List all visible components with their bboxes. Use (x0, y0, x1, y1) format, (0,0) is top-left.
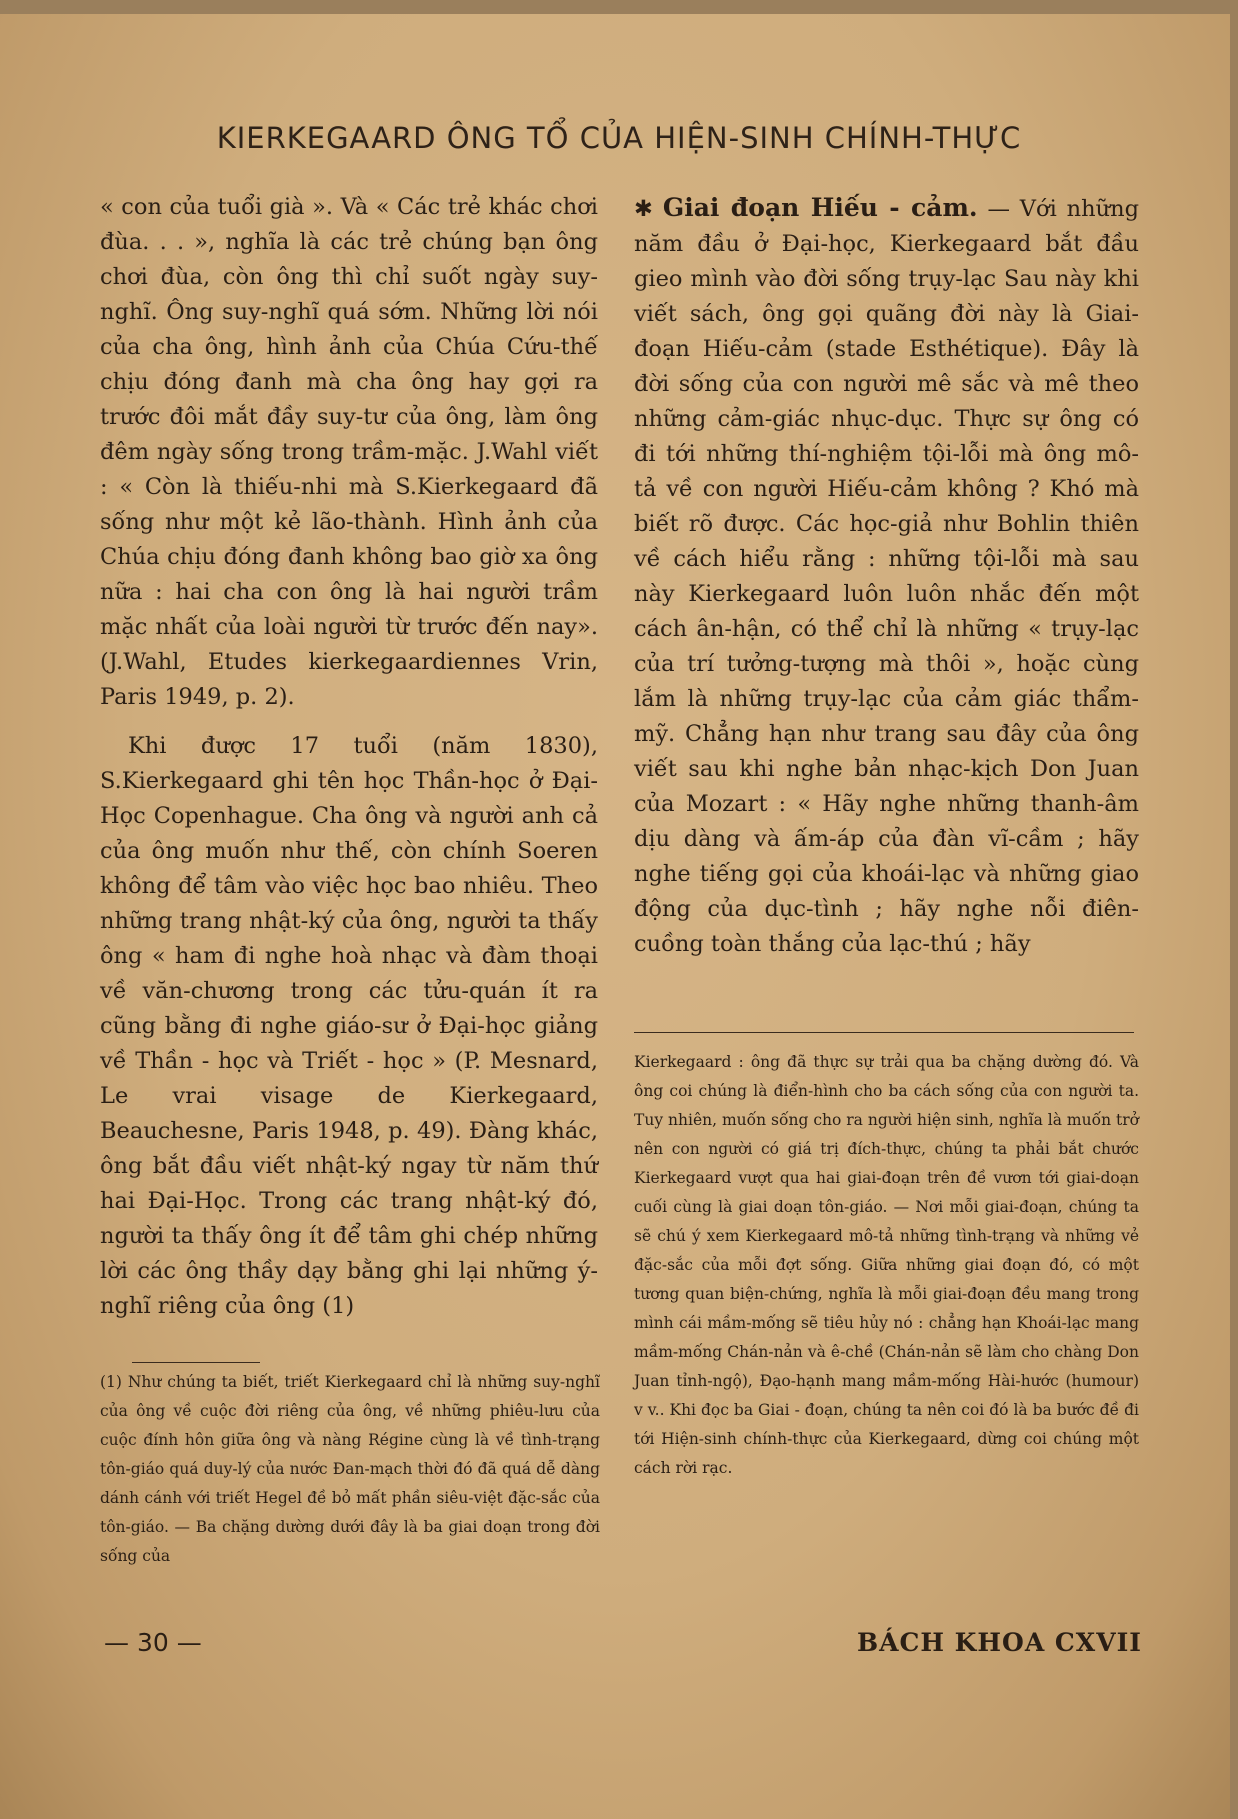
right-paragraph-1-text: — Với những năm đầu ở Đại-học, Kierkegaard bắt đầu gieo mình vào đời sống trụy-lạc Sau này khi viết sách, ông gọi quãng đời này là Giai-đoạn Hiếu-cảm (stade Esthétique). Đây là đời sống của con người mê sắc và mê theo những cảm-giác nhục-dục. Thực sự ông có đi tới những thí-nghiệm tội-lỗi mà ông mô-tả về con người Hiếu-cảm không ? Khó mà biết rõ được. Các học-giả như Bohlin thiên về cách hiểu rằng : những tội-lỗi mà sau này Kierkegaard luôn luôn nhắc đến một cách ân-hận, có thể chỉ là những « trụy-lạc của trí tưởng-tượng mà thôi », hoặc cùng lắm là những trụy-lạc của cảm giác thẩm-mỹ. Chẳng hạn như trang sau đây của ông viết sau khi nghe bản nhạc-kịch Don Juan của Mozart : « Hãy nghe những thanh-âm dịu dàng và ấm-áp của đàn vĩ-cầm ; hãy nghe tiếng gọi của khoái-lạc và những giao động của dục-tình ; hãy nghe nỗi điên-cuồng toàn thắng của lạc-thú ; hãy (634, 196, 1139, 957)
footnote-divider-left (132, 1362, 260, 1363)
right-paragraph-1 (634, 190, 1139, 962)
left-paragraph-2: Khi được 17 tuổi (năm 1830), S.Kierkegaard ghi tên học Thần-học ở Đại-Học Copenhague. Cha ông và người anh cả của ông muốn như thế, còn chính Soeren không để tâm vào việc học bao nhiêu. Theo những trang nhật-ký của ông, người ta thấy ông « ham đi nghe hoà nhạc và đàm thoại về văn-chương trong các tửu-quán ít ra cũng bằng đi nghe giáo-sư ở Đại-học giảng về Thần - học và Triết - học » (P. Mesnard, Le vrai visage de Kierkegaard, Beauchesne, Paris 1948, p. 49). Đàng khác, ông bắt đầu viết nhật-ký ngay từ năm thứ hai Đại-Học. Trong các trang nhật-ký đó, người ta thấy ông ít để tâm ghi chép những lời các ông thầy dạy bằng ghi lại những ý-nghĩ riêng của ông (1) (100, 733, 598, 1319)
left-column (100, 190, 598, 1324)
page-number: — 30 — (104, 1628, 202, 1657)
right-column (634, 190, 1139, 962)
publication-name: BÁCH KHOA CXVII (856, 1628, 1142, 1657)
footnote-divider-right (634, 1032, 1134, 1033)
left-paragraph-1: « con của tuổi già ». Và « Các trẻ khác chơi đùa. . . », nghĩa là các trẻ chúng bạn ông chơi đùa, còn ông thì chỉ suốt ngày suy-nghĩ. Ông suy-nghĩ quá sớm. Những lời nói của cha ông, hình ảnh của Chúa Cứu-thế chịu đóng đanh mà cha ông hay gợi ra trước đôi mắt đầy suy-tư của ông, làm ông đêm ngày sống trong trầm-mặc. J.Wahl viết : « Còn là thiếu-nhi mà S.Kierkegaard đã sống như một kẻ lão-thành. Hình ảnh của Chúa chịu đóng đanh không bao giờ xa ông nữa : hai cha con ông là hai người trầm mặc nhất của loài người từ trước đến nay». (J.Wahl, Etudes kierkegaardiennes Vrin, Paris 1949, p. 2). (100, 194, 598, 710)
footnote-right: Kierkegaard : ông đã thực sự trải qua ba chặng dường đó. Và ông coi chúng là điển-hình cho ba cách sống của con người ta. Tuy nhiên, muốn sống cho ra người hiện sinh, nghĩa là muốn trở nên con người có giá trị đích-thực, chúng ta phải bắt chước Kierkegaard vượt qua hai giai-đoạn trên đề vươn tới giai-doạn cuối cùng là giai doạn tôn-giáo. — Nơi mỗi giai-đoạn, chúng ta sẽ chú ý xem Kierkegaard mô-tả những tình-trạng và những vẻ đặc-sắc của mỗi đợt sống. Giữa những giai đoạn đó, có một tương quan biện-chứng, nghĩa là mỗi giai-đoạn đều mang trong mình cái mầm-mống sẽ tiêu hủy nó : chẳng hạn Khoái-lạc mang mầm-mống Chán-nản và ê-chề (Chán-nản sẽ làm cho chàng Don Juan tỉnh-ngộ), Đạo-hạnh mang mầm-mống Hài-hước (humour) v v.. Khi đọc ba Giai - đoạn, chúng ta nên coi đó là ba bước đề đi tới Hiện-sinh chính-thực của Kierkegaard, dừng coi chúng một cách rời rạc. (634, 1053, 1139, 1477)
running-header: KIERKEGAARD ÔNG TỔ CỦA HIỆN-SINH CHÍNH-THỰC (216, 121, 1022, 155)
stage-heading: Giai đoạn Hiếu - cảm. (662, 193, 978, 222)
page-edge-right (1230, 0, 1238, 1819)
page-edge-top (0, 0, 1238, 14)
footnote-left: (1) Như chúng ta biết, triết Kierkegaard chỉ là những suy-nghĩ của ông về cuộc đời riêng của ông, về những phiêu-lưu của cuộc đính hôn giữa ông và nàng Régine cùng là về tình-trạng tôn-giáo quá duy-lý của nước Đan-mạch thời đó đã quá dễ dàng dánh cánh với triết Hegel đề bỏ mất phần siêu-việt đặc-sắc của tôn-giáo. — Ba chặng dường dưới đây là ba giai doạn trong đời sống của (100, 1373, 600, 1565)
star-icon: ✱ (634, 196, 653, 222)
